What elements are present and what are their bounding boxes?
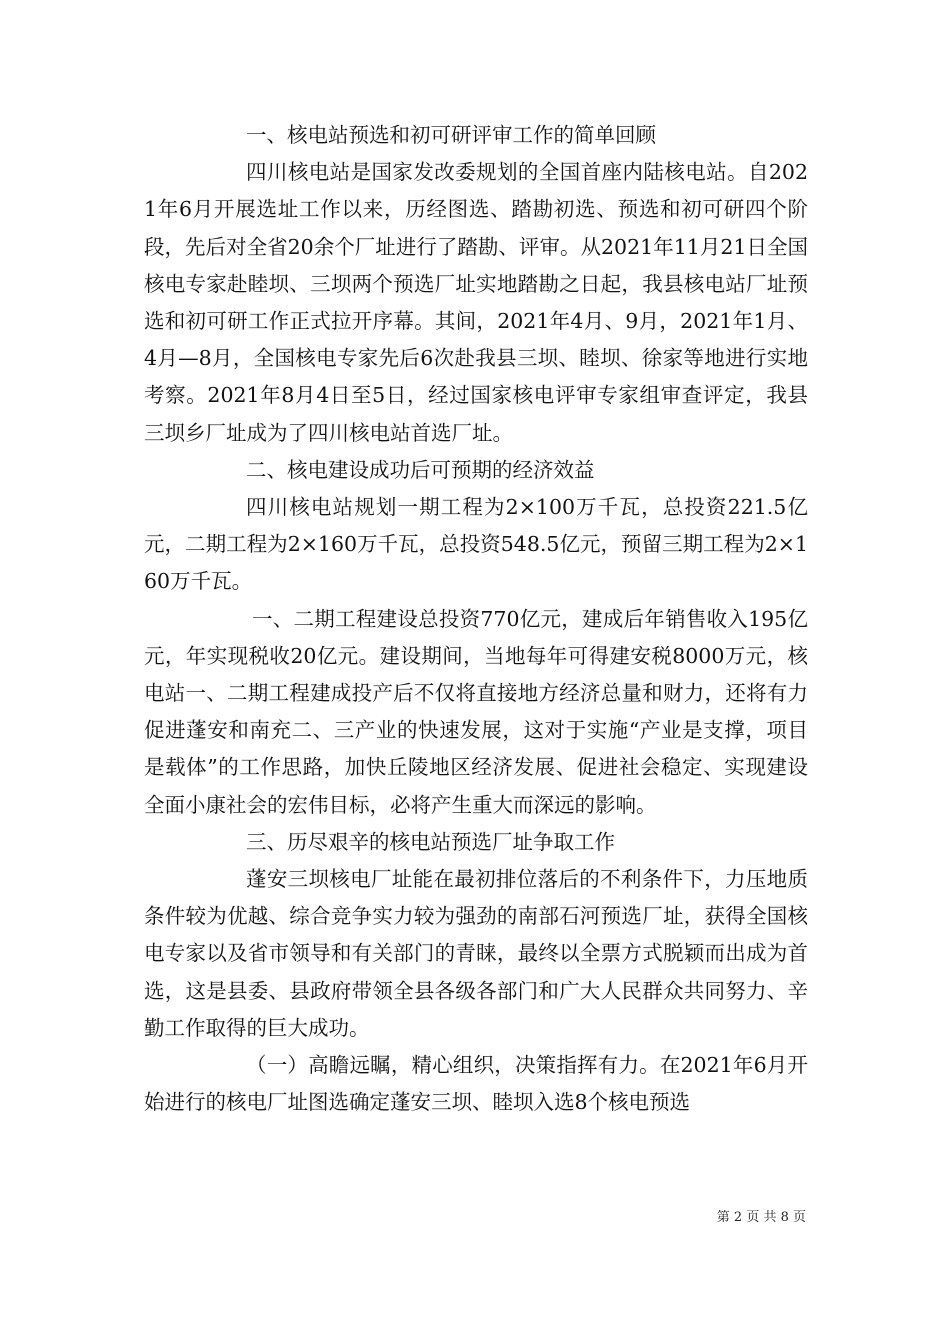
paragraph: 四川核电站规划一期工程为2×100万千瓦，总投资221.5亿元，二期工程为2×160万千瓦，总投资548.5亿元，预留三期工程为2×160万千瓦。 [144, 495, 808, 594]
paragraph: 四川核电站是国家发改委规划的全国首座内陆核电站。自2021年6月开展选址工作以来，历经图选、踏勘初选、预选和初可研四个阶段，先后对全省20余个厂址进行了踏勘、评审。从2021年11月21日全国核电专家赴睦坝、三坝两个预选厂址实地踏勘之日起，我县核电站厂址预选和初可研工作正式拉开序幕。其间，2021年4月、9月，2021年1月、4月—8月，全国核电专家先后6次赴我县三坝、睦坝、徐家等地进行实地考察。2021年8月4日至5日，经过国家核电评审专家组审查评定，我县三坝乡厂址成为了四川核电站首选厂址。 [144, 160, 808, 445]
section-heading-3: 三、历尽艰辛的核电站预选厂址争取工作 [246, 829, 615, 854]
document-body [144, 117, 808, 1121]
paragraph: 一、二期工程建设总投资770亿元，建成后年销售收入195亿元，年实现税收20亿元。建设期间，当地每年可得建安税8000万元，核电站一、二期工程建成投产后不仅将直接地方经济总量和财力，还将有力促进蓬安和南充二、三产业的快速发展，这对于实施“产业是支撑，项目是载体”的工作思路，加快丘陵地区经济发展、促进社会稳定、实现建设全面小康社会的宏伟目标，必将产生重大而深远的影响。 [144, 606, 808, 817]
section-heading-2: 二、核电建设成功后可预期的经济效益 [246, 457, 595, 482]
section-heading-1: 一、核电站预选和初可研评审工作的简单回顾 [246, 123, 656, 147]
paragraph: 蓬安三坝核电厂址能在最初排位落后的不利条件下，力压地质条件较为优越、综合竞争实力较为强劲的南部石河预选厂址，获得全国核电专家以及省市领导和有关部门的青睐，最终以全票方式脱颖而出成为首选，这是县委、县政府带领全县各级各部门和广大人民群众共同努力、辛勤工作取得的巨大成功。 [144, 867, 808, 1040]
page-number: 第 2 页 共 8 页 [716, 1210, 806, 1225]
subsection-paragraph: （一）高瞻远瞩，精心组织，决策指挥有力。在2021年6月开始进行的核电厂址图选确定蓬安三坝、睦坝入选8个核电预选 [144, 1053, 808, 1115]
